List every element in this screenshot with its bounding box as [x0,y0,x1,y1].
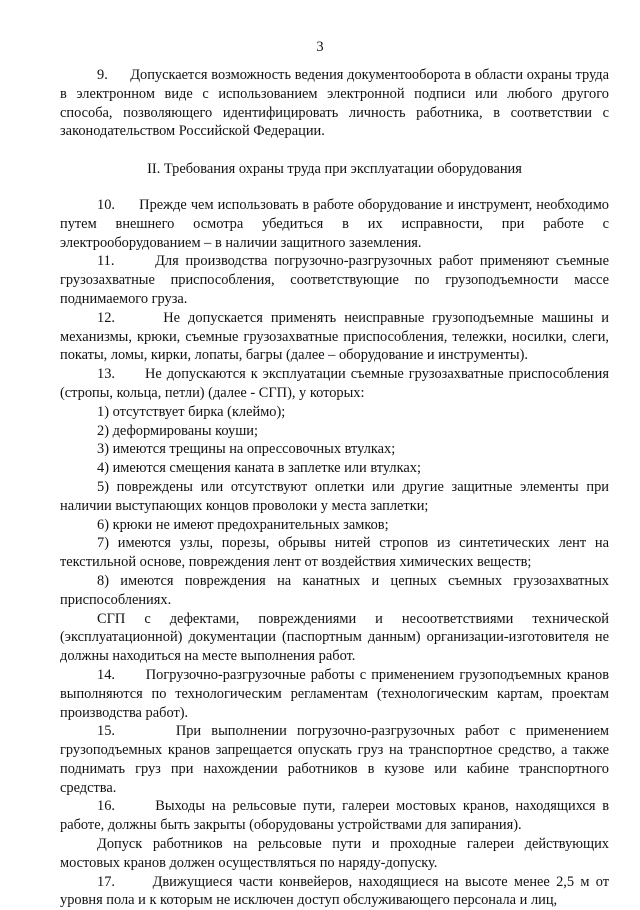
paragraph-sgp-defects: СГП с дефектами, повреждениями и несоответствиями технической (эксплуатационной) документации (паспортным данным) организации-изготовителя не должны находиться на месте выполнения работ. [60,610,609,665]
list-item-2: 2) деформированы коуши; [97,422,259,439]
paragraph-11 [60,252,609,308]
list-item-5: 5) повреждены или отсутствуют оплетки или другие защитные элементы при наличии выступающих концов проволоки у места заплетки; [60,478,609,514]
paragraph-12 [60,309,609,365]
paragraph-text: Для производства погрузочно-разгрузочных работ применяют съемные грузозахватные приспособления, соответствующие по грузоподъемности массе поднимаемого груза. [60,253,609,307]
paragraph-15 [60,722,609,797]
section-heading: II. Требования охраны труда при эксплуатации оборудования [147,161,522,178]
paragraph-number: 14. [97,666,115,683]
paragraph-text: Погрузочно-разгрузочные работы с применением грузоподъемных кранов выполняются по технологическим регламентам (технологическим картам, проектам производства работ). [60,666,609,721]
paragraph-17 [60,873,609,910]
paragraph-number: 11. [97,253,115,270]
paragraph-number: 12. [97,309,115,326]
paragraph-text: Выходы на рельсовые пути, галереи мостовых кранов, находящихся в работе, должны быть закрыты (оборудованы устройствами для запирания). [60,798,609,834]
paragraph-9 [60,66,609,141]
paragraph-16 [60,797,609,835]
paragraph-text: Допускается возможность ведения документооборота в области охраны труда в электронном виде с использованием электронной подписи или любого другого способа, позволяющего идентифицировать личность работника, в соответствии с законодательством Российской Федерации. [60,67,609,140]
paragraph-number: 13. [97,366,115,383]
paragraph-number: 17. [97,873,115,890]
list-item-6: 6) крюки не имеют предохранительных замков; [97,516,389,533]
paragraph-10 [60,196,609,252]
list-item-1: 1) отсутствует бирка (клеймо); [97,403,286,420]
paragraph-text: Не допускается применять неисправные грузоподъемные машины и механизмы, крюки, съемные грузозахватные приспособления, тележки, носилки, слеги, покаты, ломы, кирки, лопаты, багры (далее – оборудование и инструменты). [60,309,609,364]
paragraph-text: При выполнении погрузочно-разгрузочных работ с применением грузоподъемных кранов запрещается опускать груз на транспортное средство, а также поднимать груз при нахождении работников в кузове или кабине транспортного средства. [60,723,609,796]
list-item-7: 7) имеются узлы, порезы, обрывы нитей стропов из синтетических лент на текстильной основе, повреждения лент от воздействия химических веществ; [60,535,609,571]
paragraph-13 [60,365,609,403]
paragraph-number: 15. [97,723,115,740]
paragraph-number: 9. [97,67,108,83]
page-number: 3 [316,39,324,55]
paragraph-crane-access: Допуск работников на рельсовые пути и проходные галереи действующих мостовых кранов должен осуществляться по наряду-допуску. [60,836,609,871]
list-item-3: 3) имеются трещины на опрессовочных втулках; [97,441,396,458]
paragraph-number: 10. [97,196,115,213]
document-body [60,66,609,910]
paragraph-text: Прежде чем использовать в работе оборудование и инструмент, необходимо путем внешнего осмотра убедиться в их исправности, при работе с электрооборудованием – в наличии защитного заземления. [60,196,610,251]
list-item-4: 4) имеются смещения каната в заплетке или втулках; [97,460,421,477]
paragraph-number: 16. [97,798,115,815]
list-item-8: 8) имеются повреждения на канатных и цепных съемных грузозахватных приспособлениях. [60,572,609,608]
paragraph-14 [60,666,609,722]
paragraph-text: Движущиеся части конвейеров, находящиеся на высоте менее 2,5 м от уровня пола и к которым не исключен доступ обслуживающего персонала и лиц, [60,873,609,909]
paragraph-text: Не допускаются к эксплуатации съемные грузозахватные приспособления (стропы, кольца, петли) (далее - СГП), у которых: [60,366,609,401]
